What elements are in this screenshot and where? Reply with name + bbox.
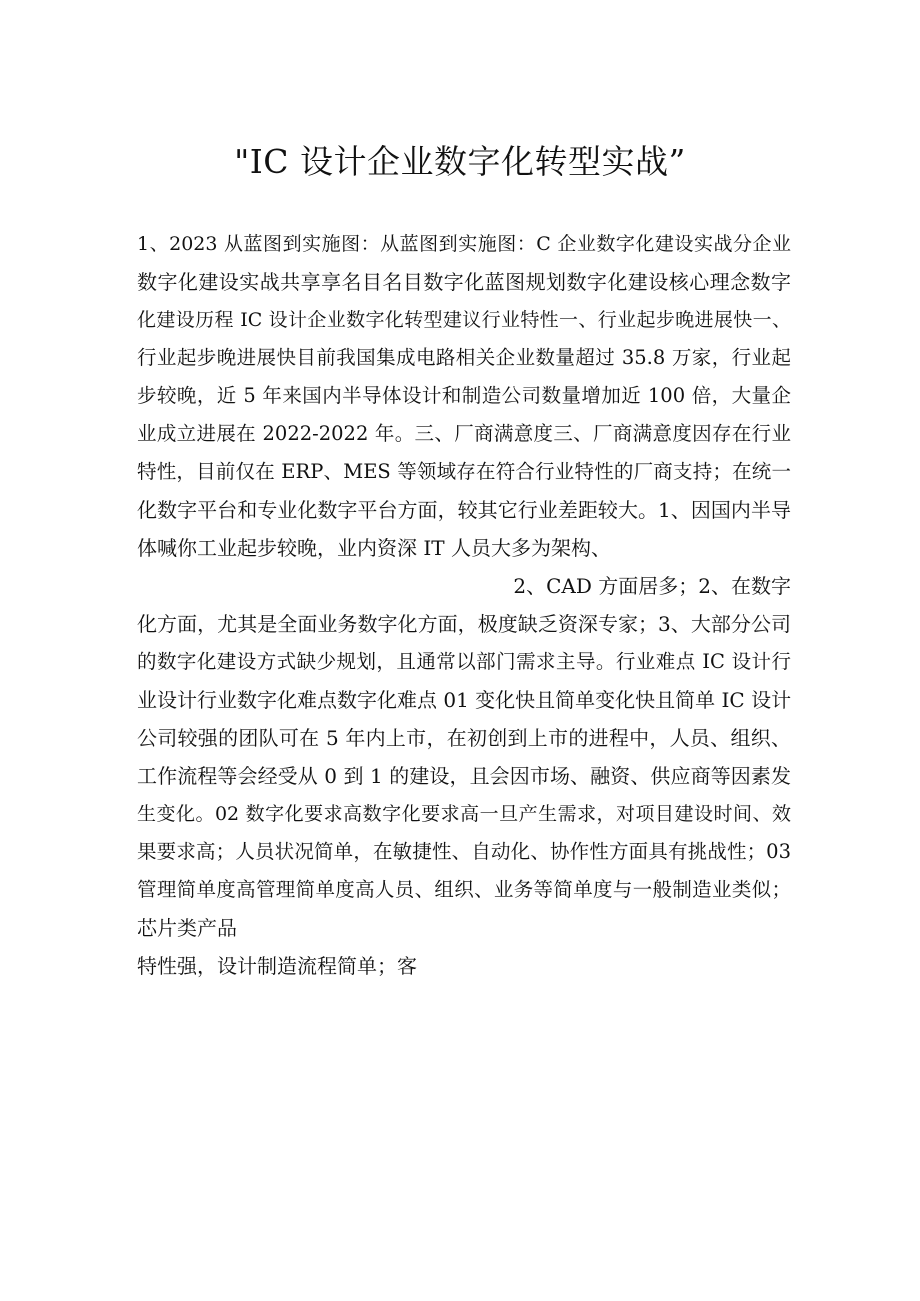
document-title: "IC 设计企业数字化转型实战” [234,142,686,181]
body-line: 数字化建设实战共享享名目名目数字化蓝图规划数字化建设核心理念数字 [137,270,791,294]
body-line: 工作流程等会经受从 0 到 1 的建设，且会因市场、融资、供应商等因素发 [137,764,791,788]
body-line: 行业起步晚进展快目前我国集成电路相关企业数量超过 35.8 万家，行业起 [137,346,791,369]
body-line: 特性强，设计制造流程简单；客 [137,954,417,978]
body-line: 公司较强的团队可在 5 年内上市，在初创到上市的进程中，人员、组织、 [137,726,791,750]
body-line: 化方面，尤其是全面业务数字化方面，极度缺乏资深专家；3、大部分公司 [137,612,791,636]
body-line: 步较晚，近 5 年来国内半导体设计和制造公司数量增加近 100 倍，大量企 [137,384,791,407]
body-line: 1、2023 从蓝图到实施图：从蓝图到实施图：C 企业数字化建设实战分企业 [137,233,791,255]
body-line: 业设计行业数字化难点数字化难点 01 变化快且简单变化快且简单 IC 设计 [137,688,792,712]
body-line: 特性，目前仅在 ERP、MES 等领域存在符合行业特性的厂商支持；在统一 [137,460,791,483]
body-line: 管理简单度高管理简单度高人员、组织、业务等简单度与一般制造业类似； [137,878,791,901]
body-line: 的数字化建设方式缺少规划，且通常以部门需求主导。行业难点 IC 设计行 [137,650,791,673]
body-line: 2、CAD 方面居多；2、在数字 [513,574,791,598]
body-line: 生变化。02 数字化要求高数字化要求高一旦产生需求，对项目建设时间、效 [137,803,791,825]
body-line: 化建设历程 IC 设计企业数字化转型建议行业特性一、行业起步晚进展快一、 [137,309,791,331]
body-line: 业成立进展在 2022-2022 年。三、厂商满意度三、厂商满意度因存在行业 [137,422,791,445]
body-line: 体喊你工业起步较晚，业内资深 IT 人员大多为架构、 [137,536,611,560]
body-line: 芯片类产品 [137,916,237,940]
document-body [137,225,791,985]
body-line: 化数字平台和专业化数字平台方面，较其它行业差距较大。1、因国内半导 [137,498,791,522]
body-line: 果要求高；人员状况简单，在敏捷性、自动化、协作性方面具有挑战性；03 [137,840,791,863]
